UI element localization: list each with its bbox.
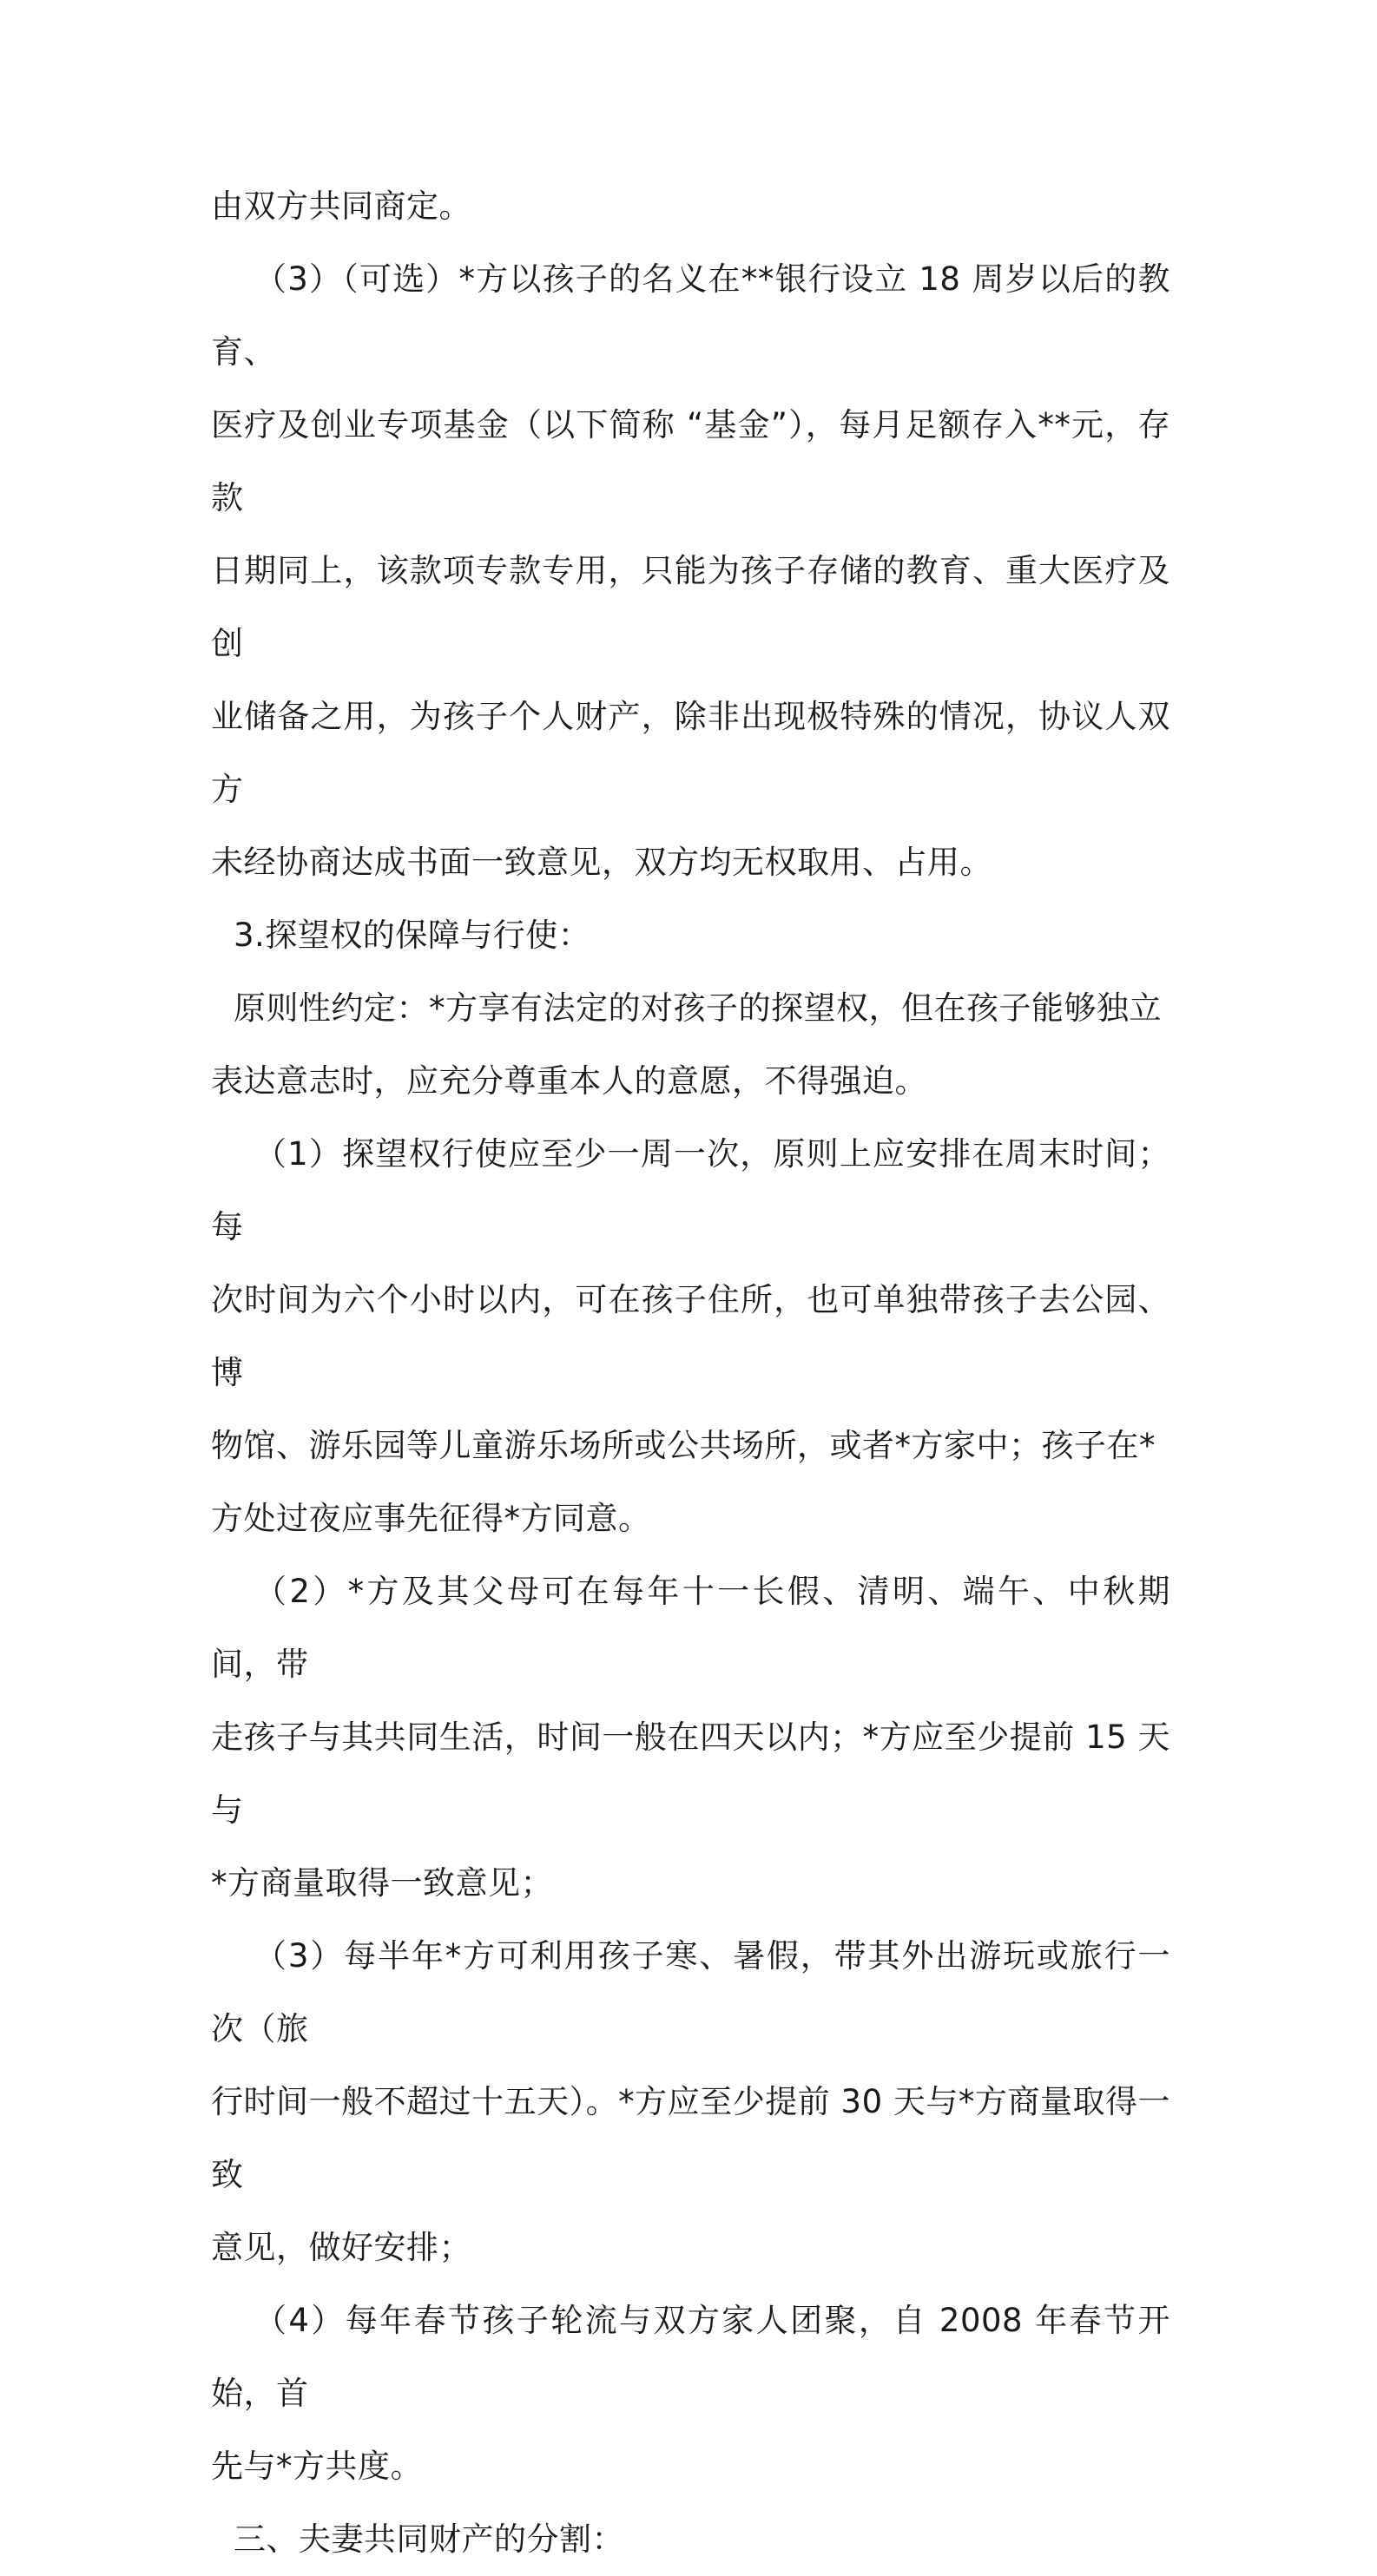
paragraph-visitation-2	[211, 1555, 1170, 1920]
section-heading-property	[211, 2503, 1170, 2576]
text-line: 走孩子与其共同生活，时间一般在四天以内；*方应至少提前 15 天与	[211, 1718, 1170, 1829]
text-line: 意见，做好安排；	[211, 2229, 471, 2266]
paragraph-visitation-1	[211, 1118, 1170, 1555]
text-line: 日期同上，该款项专款专用，只能为孩子存储的教育、重大医疗及创	[211, 552, 1170, 662]
text-line: （3）每半年*方可利用孩子寒、暑假，带其外出游玩或旅行一次（旅	[211, 1937, 1170, 2047]
text-line: （2）*方及其父母可在每年十一长假、清明、端午、中秋期间，带	[211, 1573, 1170, 1683]
text-line: 医疗及创业专项基金（以下简称 “基金”），每月足额存入**元，存款	[211, 406, 1170, 516]
text-line: 未经协商达成书面一致意见，双方均无权取用、占用。	[211, 844, 992, 881]
text-line: 三、夫妻共同财产的分割：	[234, 2520, 624, 2558]
text-line: （4）每年春节孩子轮流与双方家人团聚，自 2008 年春节开始，首	[211, 2302, 1170, 2412]
text-line: 3.探望权的保障与行使：	[234, 917, 591, 954]
text-line: （1）探望权行使应至少一周一次，原则上应安排在周末时间；每	[211, 1135, 1170, 1245]
text-line: 先与*方共度。	[211, 2448, 423, 2485]
document-body	[211, 170, 1170, 2576]
text-line: *方商量取得一致意见；	[211, 1864, 553, 1902]
section-heading-visitation	[211, 899, 1170, 972]
text-line: 行时间一般不超过十五天）。*方应至少提前 30 天与*方商量取得一致	[211, 2083, 1170, 2193]
paragraph-principle	[211, 972, 1170, 1118]
text-line: 原则性约定：*方享有法定的对孩子的探望权，但在孩子能够独立	[234, 989, 1162, 1027]
text-line: 由双方共同商定。	[211, 187, 471, 225]
paragraph-continuation	[211, 170, 1170, 243]
text-line: 表达意志时，应充分尊重本人的意愿，不得强迫。	[211, 1062, 927, 1100]
text-line: 方处过夜应事先征得*方同意。	[211, 1500, 651, 1537]
paragraph-visitation-4	[211, 2284, 1170, 2503]
text-line: 物馆、游乐园等儿童游乐场所或公共场所，或者*方家中；孩子在*	[211, 1427, 1156, 1464]
text-line: （3）（可选）*方以孩子的名义在**银行设立 18 周岁以后的教育、	[211, 260, 1170, 371]
text-line: 次时间为六个小时以内，可在孩子住所，也可单独带孩子去公园、博	[211, 1281, 1170, 1391]
paragraph-visitation-3	[211, 1920, 1170, 2284]
text-line: 业储备之用，为孩子个人财产，除非出现极特殊的情况，协议人双方	[211, 698, 1170, 808]
paragraph-education-fund	[211, 243, 1170, 899]
